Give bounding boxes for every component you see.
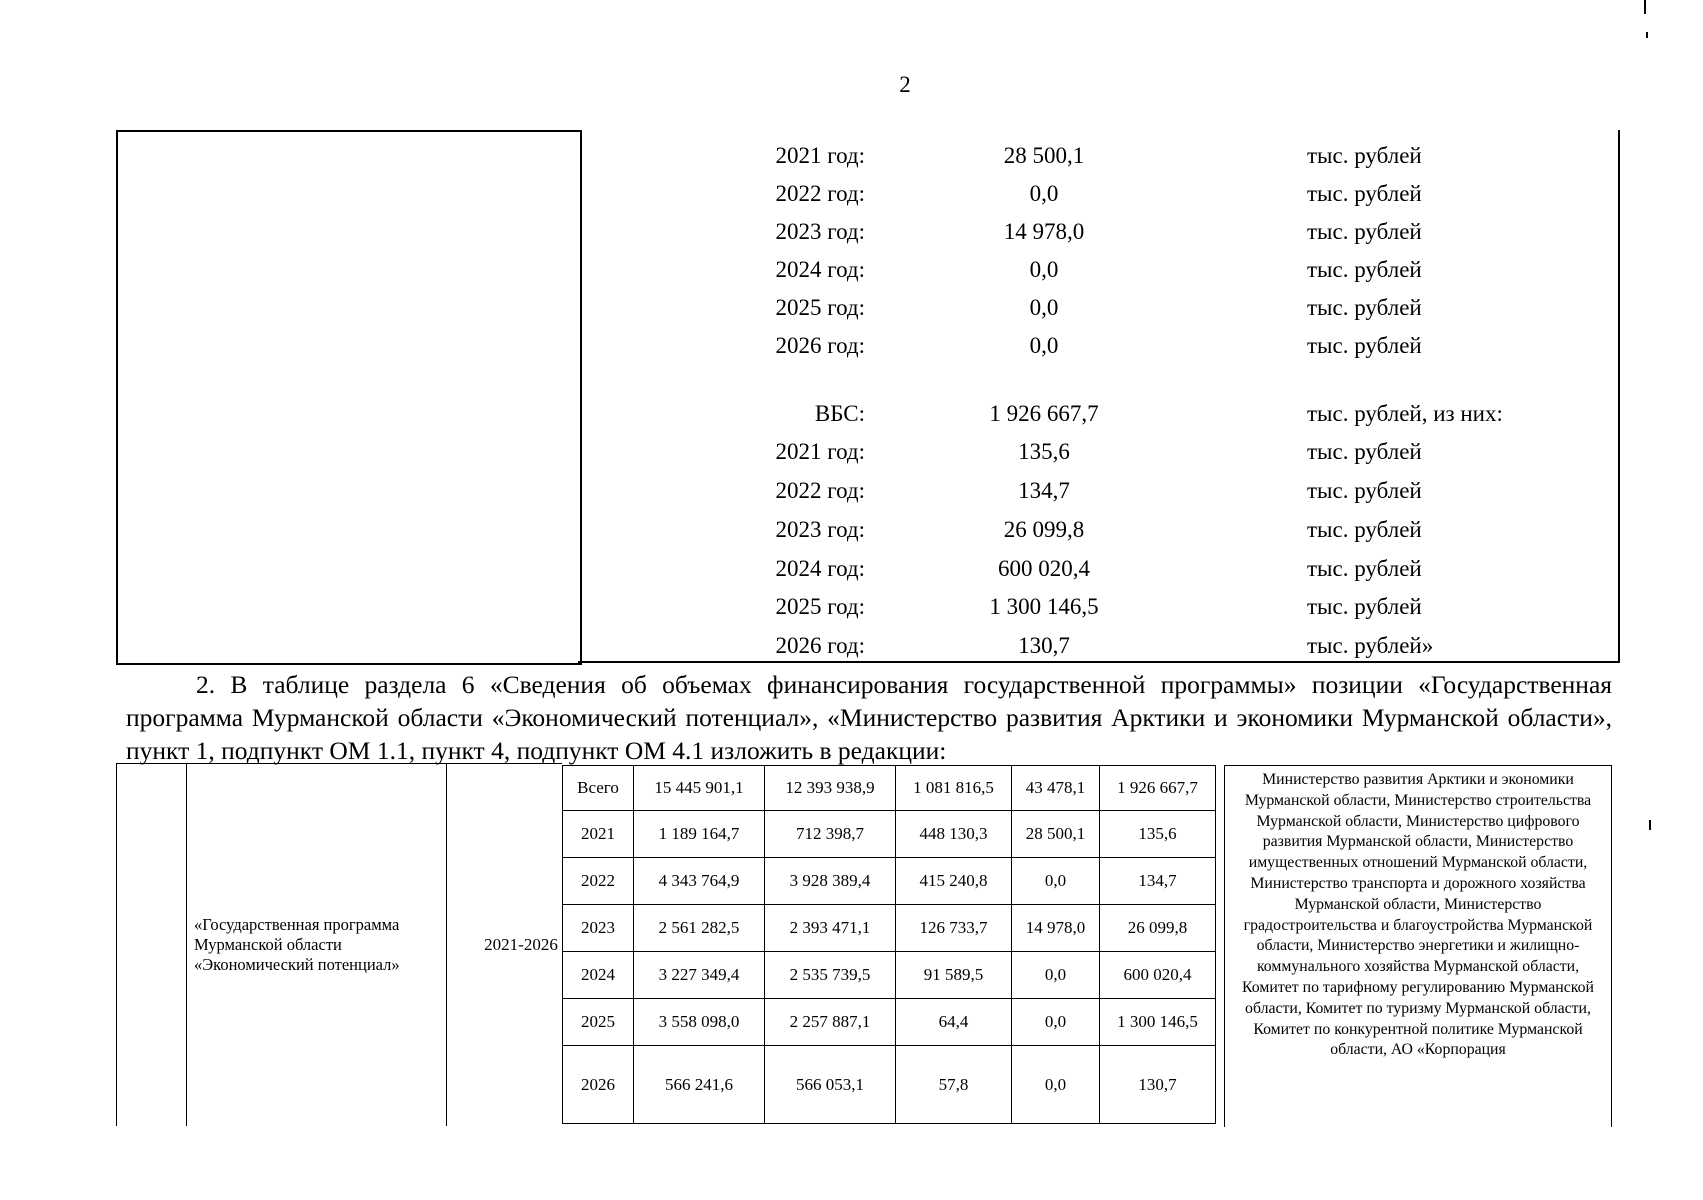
- funding-row-amount: 0,0: [1029, 295, 1059, 320]
- funding-row-unit: тыс. рублей: [1307, 219, 1422, 244]
- funding-row-amount: 28 500,1: [1003, 143, 1085, 168]
- table-cell-amount: 0,0: [1012, 1046, 1100, 1124]
- funding-row-unit: тыс. рублей»: [1307, 633, 1434, 658]
- funding-row: [579, 328, 1617, 364]
- funding-row: [579, 628, 1617, 664]
- funding-row-amount: 0,0: [1029, 257, 1059, 282]
- table-row: [563, 999, 1216, 1046]
- funding-row-amount: 600 020,4: [998, 556, 1090, 581]
- table-cell-amount: 566 053,1: [765, 1046, 896, 1124]
- table-cell-amount: 134,7: [1100, 858, 1216, 905]
- funding-row-unit: тыс. рублей: [1307, 556, 1422, 581]
- funding-row-label: 2025 год:: [775, 295, 865, 320]
- table-cell-amount: 15 445 901,1: [634, 766, 765, 811]
- table-cell-amount: 12 393 938,9: [765, 766, 896, 811]
- table-cell-amount: 0,0: [1012, 999, 1100, 1046]
- table-cell-amount: 0,0: [1012, 952, 1100, 999]
- executors-cell: [1224, 765, 1612, 1127]
- funding-row-amount: 1 300 146,5: [989, 594, 1099, 619]
- table-cell-amount: 130,7: [1100, 1046, 1216, 1124]
- funding-row-amount: 134,7: [1018, 478, 1070, 503]
- funding-row-label: 2021 год:: [775, 143, 865, 168]
- funding-row-unit: тыс. рублей: [1307, 143, 1422, 168]
- table-cell-amount: 0,0: [1012, 858, 1100, 905]
- funding-row-unit: тыс. рублей: [1307, 257, 1422, 282]
- amendment-paragraph-text: 2. В таблице раздела 6 «Сведения об объемах финансирования государственной программы» позиции «Государственная программа Мурманской области «Экономический потенциал», «Министерство развития Арктики и экономики Мурманской области», пункт 1, подпункт ОМ 1.1, пункт 4, подпункт ОМ 4.1 изложить в редакции:: [126, 670, 1612, 765]
- table-row: [563, 905, 1216, 952]
- funding-row-unit: тыс. рублей: [1307, 478, 1422, 503]
- financing-table: [116, 763, 1606, 1126]
- funding-row: [579, 252, 1617, 288]
- table-cell-amount: 1 926 667,7: [1100, 766, 1216, 811]
- program-name: «Государственная программа Мурманской области «Экономический потенциал»: [194, 915, 400, 974]
- table-cell-year: 2024: [563, 952, 634, 999]
- funding-row-label: 2023 год:: [775, 517, 865, 542]
- funding-row-unit: тыс. рублей: [1307, 594, 1422, 619]
- table-cell-amount: 1 189 164,7: [634, 811, 765, 858]
- funding-row-amount: 0,0: [1029, 333, 1059, 358]
- funding-row-unit: тыс. рублей: [1307, 295, 1422, 320]
- scan-mark: [1649, 820, 1651, 830]
- table-cell-amount: 448 130,3: [896, 811, 1012, 858]
- table-cell-amount: 2 561 282,5: [634, 905, 765, 952]
- funding-row-amount: 1 926 667,7: [989, 401, 1099, 426]
- funding-row: [579, 138, 1617, 174]
- table-row: [563, 858, 1216, 905]
- table-cell-amount: 135,6: [1100, 811, 1216, 858]
- funding-row-label: 2021 год:: [775, 439, 865, 464]
- funding-row-unit: тыс. рублей, из них:: [1307, 401, 1503, 426]
- table-cell-amount: 415 240,8: [896, 858, 1012, 905]
- scan-mark: [1646, 32, 1648, 38]
- funding-row-label: 2026 год:: [775, 633, 865, 658]
- table-cell-amount: 126 733,7: [896, 905, 1012, 952]
- funding-right-border: [1618, 130, 1620, 663]
- table-cell-year: 2021: [563, 811, 634, 858]
- table-cell-year: 2026: [563, 1046, 634, 1124]
- table-cell-amount: 3 558 098,0: [634, 999, 765, 1046]
- table-cell-amount: 14 978,0: [1012, 905, 1100, 952]
- funding-row-label: 2024 год:: [775, 257, 865, 282]
- table-cell-amount: 566 241,6: [634, 1046, 765, 1124]
- funding-row-label: 2023 год:: [775, 219, 865, 244]
- funding-row: [579, 176, 1617, 212]
- funding-row: [579, 473, 1617, 509]
- funding-row-amount: 14 978,0: [1003, 219, 1085, 244]
- table-border-top: [116, 763, 562, 764]
- funding-row: [579, 512, 1617, 548]
- funding-row: [579, 434, 1617, 470]
- table-cell-amount: 57,8: [896, 1046, 1012, 1124]
- table-cell-amount: 2 257 887,1: [765, 999, 896, 1046]
- table-cell-amount: 1 081 816,5: [896, 766, 1012, 811]
- scan-mark: [1644, 0, 1646, 14]
- funding-left-cell: [116, 130, 582, 665]
- table-cell-year: 2022: [563, 858, 634, 905]
- funding-row-label: 2025 год:: [775, 594, 865, 619]
- funding-row-amount: 26 099,8: [1003, 517, 1085, 542]
- funding-row: [579, 214, 1617, 250]
- funding-row: [579, 290, 1617, 326]
- funding-row: [579, 551, 1617, 587]
- table-cell-amount: 2 393 471,1: [765, 905, 896, 952]
- funding-row: [579, 396, 1617, 432]
- table-cell-amount: 600 020,4: [1100, 952, 1216, 999]
- table-row: [563, 952, 1216, 999]
- table-cell-amount: 1 300 146,5: [1100, 999, 1216, 1046]
- table-cell-amount: 2 535 739,5: [765, 952, 896, 999]
- table-row: [563, 766, 1216, 811]
- funding-row-label: 2024 год:: [775, 556, 865, 581]
- table-column-divider: [186, 763, 187, 1126]
- funding-row-label: 2022 год:: [775, 478, 865, 503]
- table-cell-amount: 28 500,1: [1012, 811, 1100, 858]
- funding-row-unit: тыс. рублей: [1307, 517, 1422, 542]
- funding-block: [116, 130, 1619, 663]
- table-cell-amount: 91 589,5: [896, 952, 1012, 999]
- funding-row-label: 2026 год:: [775, 333, 865, 358]
- funding-row-label: ВБС:: [814, 401, 865, 426]
- funding-row-amount: 0,0: [1029, 181, 1059, 206]
- program-period: 2021-2026: [484, 935, 558, 954]
- funding-row-label: 2022 год:: [775, 181, 865, 206]
- table-cell-year: 2023: [563, 905, 634, 952]
- page-number: 2: [899, 72, 911, 97]
- table-cell-amount: 3 227 349,4: [634, 952, 765, 999]
- table-cell-amount: 3 928 389,4: [765, 858, 896, 905]
- table-cell-year: 2025: [563, 999, 634, 1046]
- funding-row-unit: тыс. рублей: [1307, 333, 1422, 358]
- funding-row-amount: 135,6: [1018, 439, 1070, 464]
- funding-row-amount: 130,7: [1018, 633, 1070, 658]
- table-cell-amount: 26 099,8: [1100, 905, 1216, 952]
- funding-by-year-table: [562, 765, 1216, 1124]
- funding-row: [579, 589, 1617, 625]
- funding-row-unit: тыс. рублей: [1307, 181, 1422, 206]
- table-cell-amount: 4 343 764,9: [634, 858, 765, 905]
- funding-row-unit: тыс. рублей: [1307, 439, 1422, 464]
- executors-text: Министерство развития Арктики и экономики Мурманской области, Министерство строительства Мурманской области, Министерство цифрового развития Мурманской области, Министерство имущественных отношений Мурманской области, Министерство транспорта и дорожного хозяйства Мурманской области, Министерство градостроительства и благоустройства Мурманской области, Министерство энергетики и жилищно-коммунального хозяйства Мурманской области, Комитет по тарифному регулированию Мурманской области, Комитет по туризму Мурманской области, Комитет по конкурентной политике Мурманской области, АО «Корпорация: [1242, 771, 1594, 1059]
- table-cell-year: Всего: [563, 766, 634, 811]
- table-border-left: [116, 763, 117, 1126]
- table-cell-amount: 64,4: [896, 999, 1012, 1046]
- table-cell-amount: 43 478,1: [1012, 766, 1100, 811]
- table-row: [563, 811, 1216, 858]
- amendment-paragraph: [126, 668, 1612, 767]
- table-cell-amount: 712 398,7: [765, 811, 896, 858]
- table-row: [563, 1046, 1216, 1124]
